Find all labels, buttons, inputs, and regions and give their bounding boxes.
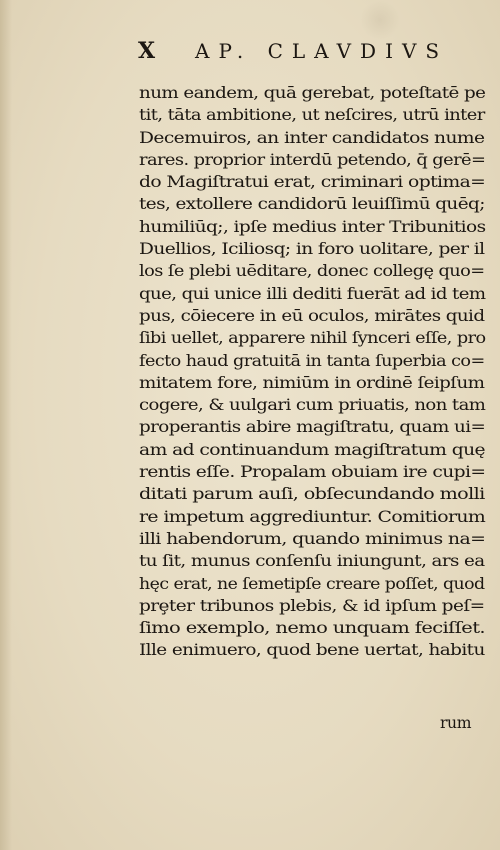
text-line: num eandem, quā gerebat, poteſtatē pe: [139, 84, 486, 102]
text-line: rentis eſſe. Propalam obuiam ire cupi=: [139, 463, 486, 482]
catchword: rum: [440, 714, 472, 732]
text-line: tes, extollere candidorū leuiſſimū quēq;: [139, 195, 485, 214]
text-line: hęc erat, ne ſemetipſe creare poſſet, quod: [139, 574, 485, 593]
text-line: ſibi uellet, apparere nihil ſynceri eſſe, pro: [139, 329, 486, 348]
text-line: re impetum aggrediuntur. Comitiorum: [139, 507, 486, 526]
text-line: do Magiſtratui erat, criminari optima=: [139, 173, 486, 192]
text-line: pus, cōiecere in eū oculos, mirātes quid: [139, 306, 485, 325]
text-line: los ſe plebi uēditare, donec collegę quo=: [139, 262, 485, 281]
ink-stain: [360, 0, 400, 40]
text-line: humiliūq;, ipſe medius inter Tribunitios: [139, 217, 486, 236]
text-line: Decemuiros, an inter candidatos nume: [139, 128, 485, 147]
text-line: Duellios, Iciliosq; in foro uolitare, per il: [139, 240, 485, 259]
body-text: [139, 82, 485, 662]
text-line: cogere, & uulgari cum priuatis, non tam: [139, 396, 486, 415]
page-edge-shadow: [0, 0, 12, 850]
text-line: illi habendorum, quando minimus na=: [139, 529, 486, 548]
running-head: AP. CLAVDIVS: [195, 39, 449, 63]
text-line: tu ſit, munus conſenſu iniungunt, ars ea: [139, 552, 485, 571]
text-line: rares. proprior interdū petendo, q̄ gerē=: [139, 150, 486, 169]
text-line: fecto haud gratuitā in tanta ſuperbia co=: [139, 351, 485, 370]
text-line: ſimo exemplo, nemo unquam feciſſet.: [139, 619, 485, 638]
text-line: ditati parum auſi, obſecundando molli: [139, 485, 485, 504]
text-line: que, qui unice illi dediti fuerāt ad id tem: [139, 284, 486, 303]
text-line: Ille enimuero, quod bene uertat, habitu: [139, 641, 485, 660]
text-line: tit, tāta ambitione, ut neſcires, utrū inter: [139, 106, 485, 125]
text-line: properantis abire magiſtratu, quam ui=: [139, 418, 486, 437]
text-line: mitatem fore, nimiūm in ordinē ſeipſum: [139, 373, 485, 392]
text-line: am ad continuandum magiſtratum quę: [139, 440, 486, 459]
page-header: [138, 38, 483, 68]
folio-number: X: [138, 38, 157, 64]
text-line: prȩter tribunos plebis, & id ipſum peſ=: [139, 596, 485, 615]
